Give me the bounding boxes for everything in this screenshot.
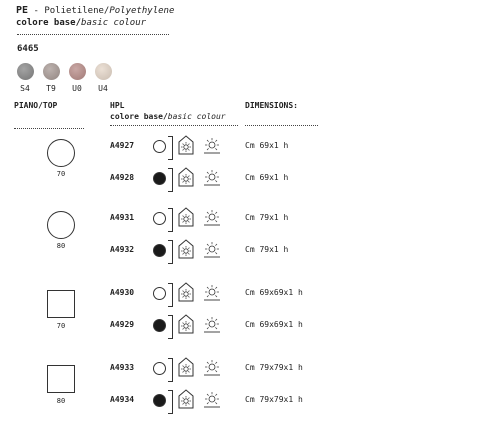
base-colour-heading (16, 18, 146, 29)
bracket-line (168, 168, 173, 192)
outdoor-sun-icon (203, 284, 221, 306)
swatch-label: U0 (72, 84, 82, 93)
outdoor-sun-icon (203, 316, 221, 338)
top-size-label: 80 (56, 397, 66, 405)
round-top-80-shape (47, 211, 75, 239)
dimension-value: Cm 79x1 h (245, 213, 289, 222)
bracket-line (168, 315, 173, 339)
white-colour-dot (153, 140, 166, 153)
dimension-value: Cm 69x69x1 h (245, 320, 303, 329)
colour-swatch-s4 (17, 63, 34, 80)
outdoor-sun-icon (203, 241, 221, 263)
column-hpl-header: HPL (110, 101, 125, 110)
swatch-label: S4 (20, 84, 30, 93)
dimension-value: Cm 69x1 h (245, 173, 289, 182)
material-dash: - (28, 6, 45, 16)
top-size-label: 70 (56, 170, 66, 178)
black-colour-dot (153, 244, 166, 257)
white-colour-dot (153, 212, 166, 225)
base-colour-en: basic colour (81, 18, 147, 28)
bracket-line (168, 358, 173, 382)
colour-swatch-u0 (69, 63, 86, 80)
dimension-value: Cm 79x79x1 h (245, 395, 303, 404)
white-colour-dot (153, 362, 166, 375)
product-code: A4932 (110, 245, 135, 254)
round-top-70-shape (47, 139, 75, 167)
black-colour-dot (153, 319, 166, 332)
swatch-label: U4 (98, 84, 108, 93)
product-code: A4934 (110, 395, 135, 404)
dimension-value: Cm 69x69x1 h (245, 288, 303, 297)
outdoor-sun-icon (203, 359, 221, 381)
indoor-use-icon (178, 239, 194, 263)
bracket-line (168, 240, 173, 264)
material-code: PE (16, 5, 29, 16)
dimension-value: Cm 79x1 h (245, 245, 289, 254)
square-top-80-shape (47, 365, 75, 393)
product-code: A4930 (110, 288, 135, 297)
material-title (16, 5, 174, 17)
top-size-label: 80 (56, 242, 66, 250)
black-colour-dot (153, 172, 166, 185)
indoor-use-icon (178, 135, 194, 159)
colour-swatch-u4 (95, 63, 112, 80)
indoor-use-icon (178, 314, 194, 338)
bracket-line (168, 283, 173, 307)
hpl-sub-en: basic colour (167, 112, 226, 121)
top-column-divider (14, 128, 84, 129)
column-dimensions-header: DIMENSIONS: (245, 101, 298, 110)
indoor-use-icon (178, 357, 194, 381)
white-colour-dot (153, 287, 166, 300)
product-code: A4931 (110, 213, 135, 222)
product-code: A4928 (110, 173, 135, 182)
hpl-sub-it: colore base/ (110, 112, 168, 121)
square-top-70-shape (47, 290, 75, 318)
dimension-value: Cm 69x1 h (245, 141, 289, 150)
colour-swatch-t9 (43, 63, 60, 80)
product-code: A4929 (110, 320, 135, 329)
bracket-line (168, 390, 173, 414)
column-top-header: PIANO/TOP (14, 101, 58, 110)
outdoor-sun-icon (203, 391, 221, 413)
outdoor-sun-icon (203, 137, 221, 159)
indoor-use-icon (178, 167, 194, 191)
indoor-use-icon (178, 282, 194, 306)
hpl-column-divider (110, 125, 238, 126)
base-colour-it: colore base/ (16, 18, 82, 28)
indoor-use-icon (178, 207, 194, 231)
black-colour-dot (153, 394, 166, 407)
indoor-use-icon (178, 389, 194, 413)
outdoor-sun-icon (203, 209, 221, 231)
bracket-line (168, 208, 173, 232)
colour-code: 6465 (17, 44, 39, 54)
swatch-label: T9 (46, 84, 56, 93)
top-size-label: 70 (56, 322, 66, 330)
dimension-value: Cm 79x79x1 h (245, 363, 303, 372)
material-name-it: Polietilene/ (44, 6, 110, 16)
header-divider (17, 34, 169, 35)
product-code: A4933 (110, 363, 135, 372)
material-name-en: Polyethylene (109, 6, 175, 16)
dims-column-divider (245, 125, 318, 126)
product-code: A4927 (110, 141, 135, 150)
bracket-line (168, 136, 173, 160)
outdoor-sun-icon (203, 169, 221, 191)
column-hpl-subheader (110, 112, 226, 122)
